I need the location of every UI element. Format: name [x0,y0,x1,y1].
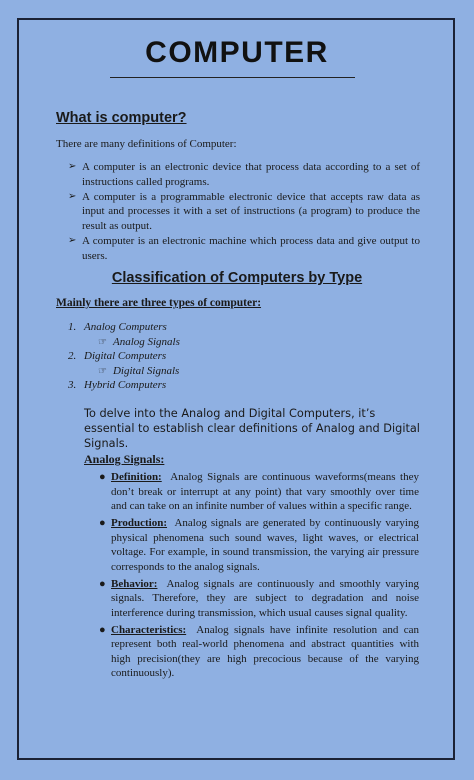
analog-point-term: Production: [111,516,168,529]
analog-points-list [99,470,419,683]
type-number: 3. [68,379,77,392]
type-label: Analog Computers [84,321,167,333]
arrow-bullet-icon: ➢ [68,161,77,172]
analog-point [99,623,419,681]
pointing-hand-icon: ☞ [98,365,107,377]
types-list [68,320,180,393]
classification-heading: Classification of Computers by Type [111,270,363,286]
analog-point-text: Analog signals have infinite resolution and can represent both real-world phenomena and abstract quantities with high precision(they are high precocious because of the varying continuously). [111,623,419,680]
definition-item [68,160,420,189]
type-sub-label: Digital Signals [112,364,180,377]
type-subitem [68,335,180,350]
bullet-icon: ● [99,577,106,590]
delve-paragraph: To delve into the Analog and Digital Computers, it’s essential to establish clear definitions of Analog and Digital Signals. [84,407,420,450]
type-sub-label: Analog Signals [112,335,180,348]
bullet-icon: ● [99,471,106,483]
analog-point-text: Analog signals are continuously and smoothly varying signals. Therefore, they are subject to degradation and noise interference during transmission, which usual causes signal quality. [111,577,419,619]
analog-point-term: Characteristics: [111,623,187,636]
type-label: Hybrid Computers [84,379,167,392]
definition-text: A computer is an electronic machine which process data and give output to users. [82,234,420,262]
bullet-icon: ● [99,516,106,529]
analog-point-term: Behavior: [111,577,158,590]
definition-text: A computer is a programmable electronic device that accepts raw data as input and processes it with a set of instructions (a program) to produce the result as output. [82,190,420,232]
bullet-icon: ● [99,623,106,636]
type-label: Digital Computers [84,350,167,363]
analog-point-term: Definition: [111,471,162,483]
analog-point [99,516,419,574]
types-intro: Mainly there are three types of computer: [56,297,262,309]
type-number: 2. [68,350,77,363]
type-item [68,378,180,393]
what-heading: What is computer? [56,110,187,126]
type-item [68,349,180,364]
page-title: COMPUTER [145,36,329,69]
definition-text: A computer is an electronic device that process data according to a set of instructions called programs. [82,161,420,188]
analog-heading: Analog Signals: [84,452,165,466]
title-underline [110,77,355,78]
analog-point-text: Analog signals are generated by continuously varying physical phenomena such sound waves, light waves, or electrical voltage. For example, in sound transmission, the varying air pressure corresponds to the analog signals. [111,516,419,573]
arrow-bullet-icon: ➢ [68,234,77,246]
type-item [68,320,180,335]
analog-point [99,577,419,621]
definitions-list [68,160,420,264]
type-subitem [68,364,180,379]
type-number: 1. [68,321,77,333]
definition-item [68,234,420,263]
analog-point [99,470,419,514]
analog-point-text: Analog Signals are continuous waveforms(means they don’t break or interrupt at any point) that vary smoothly over time and can take on an infinite number of values within a specific range. [111,471,419,513]
arrow-bullet-icon: ➢ [68,190,77,202]
intro-text: There are many definitions of Computer: [56,138,237,150]
pointing-hand-icon: ☞ [98,336,107,348]
definition-item [68,190,420,234]
